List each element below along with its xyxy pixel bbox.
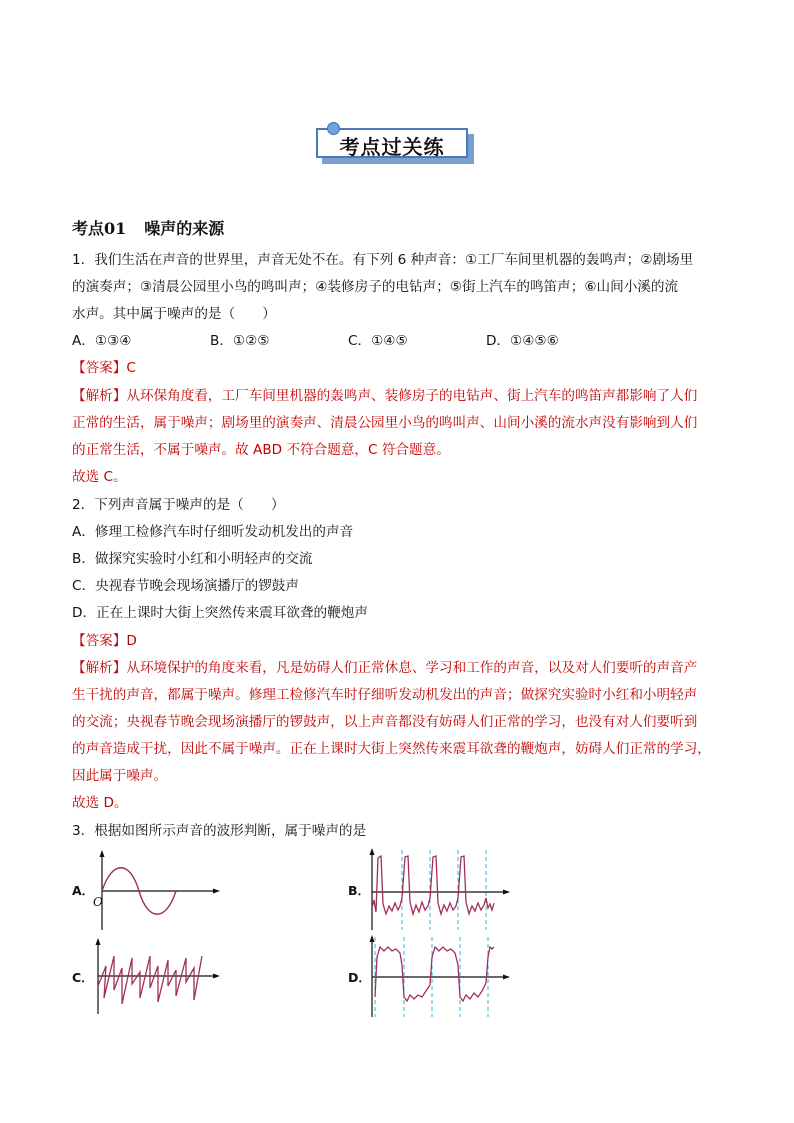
q2-conclusion: 故选 D。 [72, 795, 128, 811]
q1-stem-line-3: 水声。其中属于噪声的是（ ） [72, 306, 276, 322]
figure-a-label: A． [72, 883, 95, 898]
analysis-tag: 【解析】 [72, 388, 127, 404]
answer-tag: 【答案】 [72, 633, 127, 649]
q1-answer [72, 358, 136, 378]
q2-stem: 2．下列声音属于噪声的是（ ） [72, 497, 285, 513]
q1-analysis-line-1 [72, 386, 697, 406]
q2-answer [72, 631, 137, 651]
q2-analysis-line-5: 因此属于噪声。 [72, 768, 168, 784]
answer-value: C [126, 360, 136, 376]
q2-analysis-line-4: 的声音造成干扰，因此不属于噪声。正在上课时大街上突然传来震耳欲聋的鞭炮声，妨碍人们正常的学习， [72, 741, 711, 757]
waveform-a [92, 850, 222, 930]
q2-option-a: A．修理工检修汽车时仔细听发动机发出的声音 [72, 524, 354, 540]
q1-analysis-line-3: 的正常生活，不属于噪声。故 ABD 不符合题意，C 符合题意。 [72, 442, 450, 458]
q2-option-b: B．做探究实验时小红和小明轻声的交流 [72, 551, 313, 567]
q2-option-d: D．正在上课时大街上突然传来震耳欲聋的鞭炮声 [72, 605, 368, 621]
q2-analysis-line-1 [72, 658, 697, 678]
analysis-text: 从环境保护的角度来看，凡是妨碍人们正常休息、学习和工作的声音，以及对人们要听的声音产 [126, 660, 698, 676]
q1-option-a: A．①③④ [72, 333, 132, 349]
q2-analysis-line-3: 的交流；央视春节晚会现场演播厅的锣鼓声，以上声音都没有妨碍人们正常的学习，也没有对人们要听到 [72, 714, 698, 730]
waveform-d [364, 935, 514, 1019]
q1-option-c: C．①④⑤ [348, 333, 408, 349]
analysis-tag: 【解析】 [72, 660, 127, 676]
section-banner [316, 128, 476, 166]
origin-label: O [93, 895, 103, 909]
banner-title: 考点过关练 [339, 135, 445, 159]
q1-conclusion: 故选 C。 [72, 469, 127, 485]
answer-value: D [126, 633, 137, 649]
figure-d-label: D． [348, 970, 371, 985]
section-number: 考点01 [72, 219, 127, 238]
q1-analysis-line-2: 正常的生活，属于噪声；剧场里的演奏声、清晨公园里小鸟的鸣叫声、山间小溪的流水声没有影响到人们 [72, 415, 698, 431]
section-heading [72, 216, 224, 239]
section-title: 噪声的来源 [144, 219, 225, 238]
figure-b-label: B． [348, 883, 371, 898]
q1-option-b: B．①②⑤ [210, 333, 270, 349]
q1-stem-line-1: 1．我们生活在声音的世界里，声音无处不在。有下列 6 种声音：①工厂车间里机器的轰鸣声；②剧场里 [72, 252, 694, 268]
waveform-b [364, 848, 514, 932]
q2-analysis-line-2: 生干扰的声音，都属于噪声。修理工检修汽车时仔细听发动机发出的声音；做探究实验时小红和小明轻声 [72, 687, 698, 703]
analysis-text: 从环保角度看，工厂车间里机器的轰鸣声、装修房子的电钻声、街上汽车的鸣笛声都影响了人们 [126, 388, 698, 404]
figure-c-label: C． [72, 970, 94, 985]
q1-stem-line-2: 的演奏声；③清晨公园里小鸟的鸣叫声；④装修房子的电钻声；⑤街上汽车的鸣笛声；⑥山间小溪的流 [72, 279, 679, 295]
answer-tag: 【答案】 [72, 360, 127, 376]
waveform-c [92, 938, 222, 1014]
q1-option-d: D．①④⑤⑥ [486, 333, 559, 349]
q3-stem: 3．根据如图所示声音的波形判断，属于噪声的是 [72, 823, 367, 839]
q2-option-c: C．央视春节晚会现场演播厅的锣鼓声 [72, 578, 299, 594]
